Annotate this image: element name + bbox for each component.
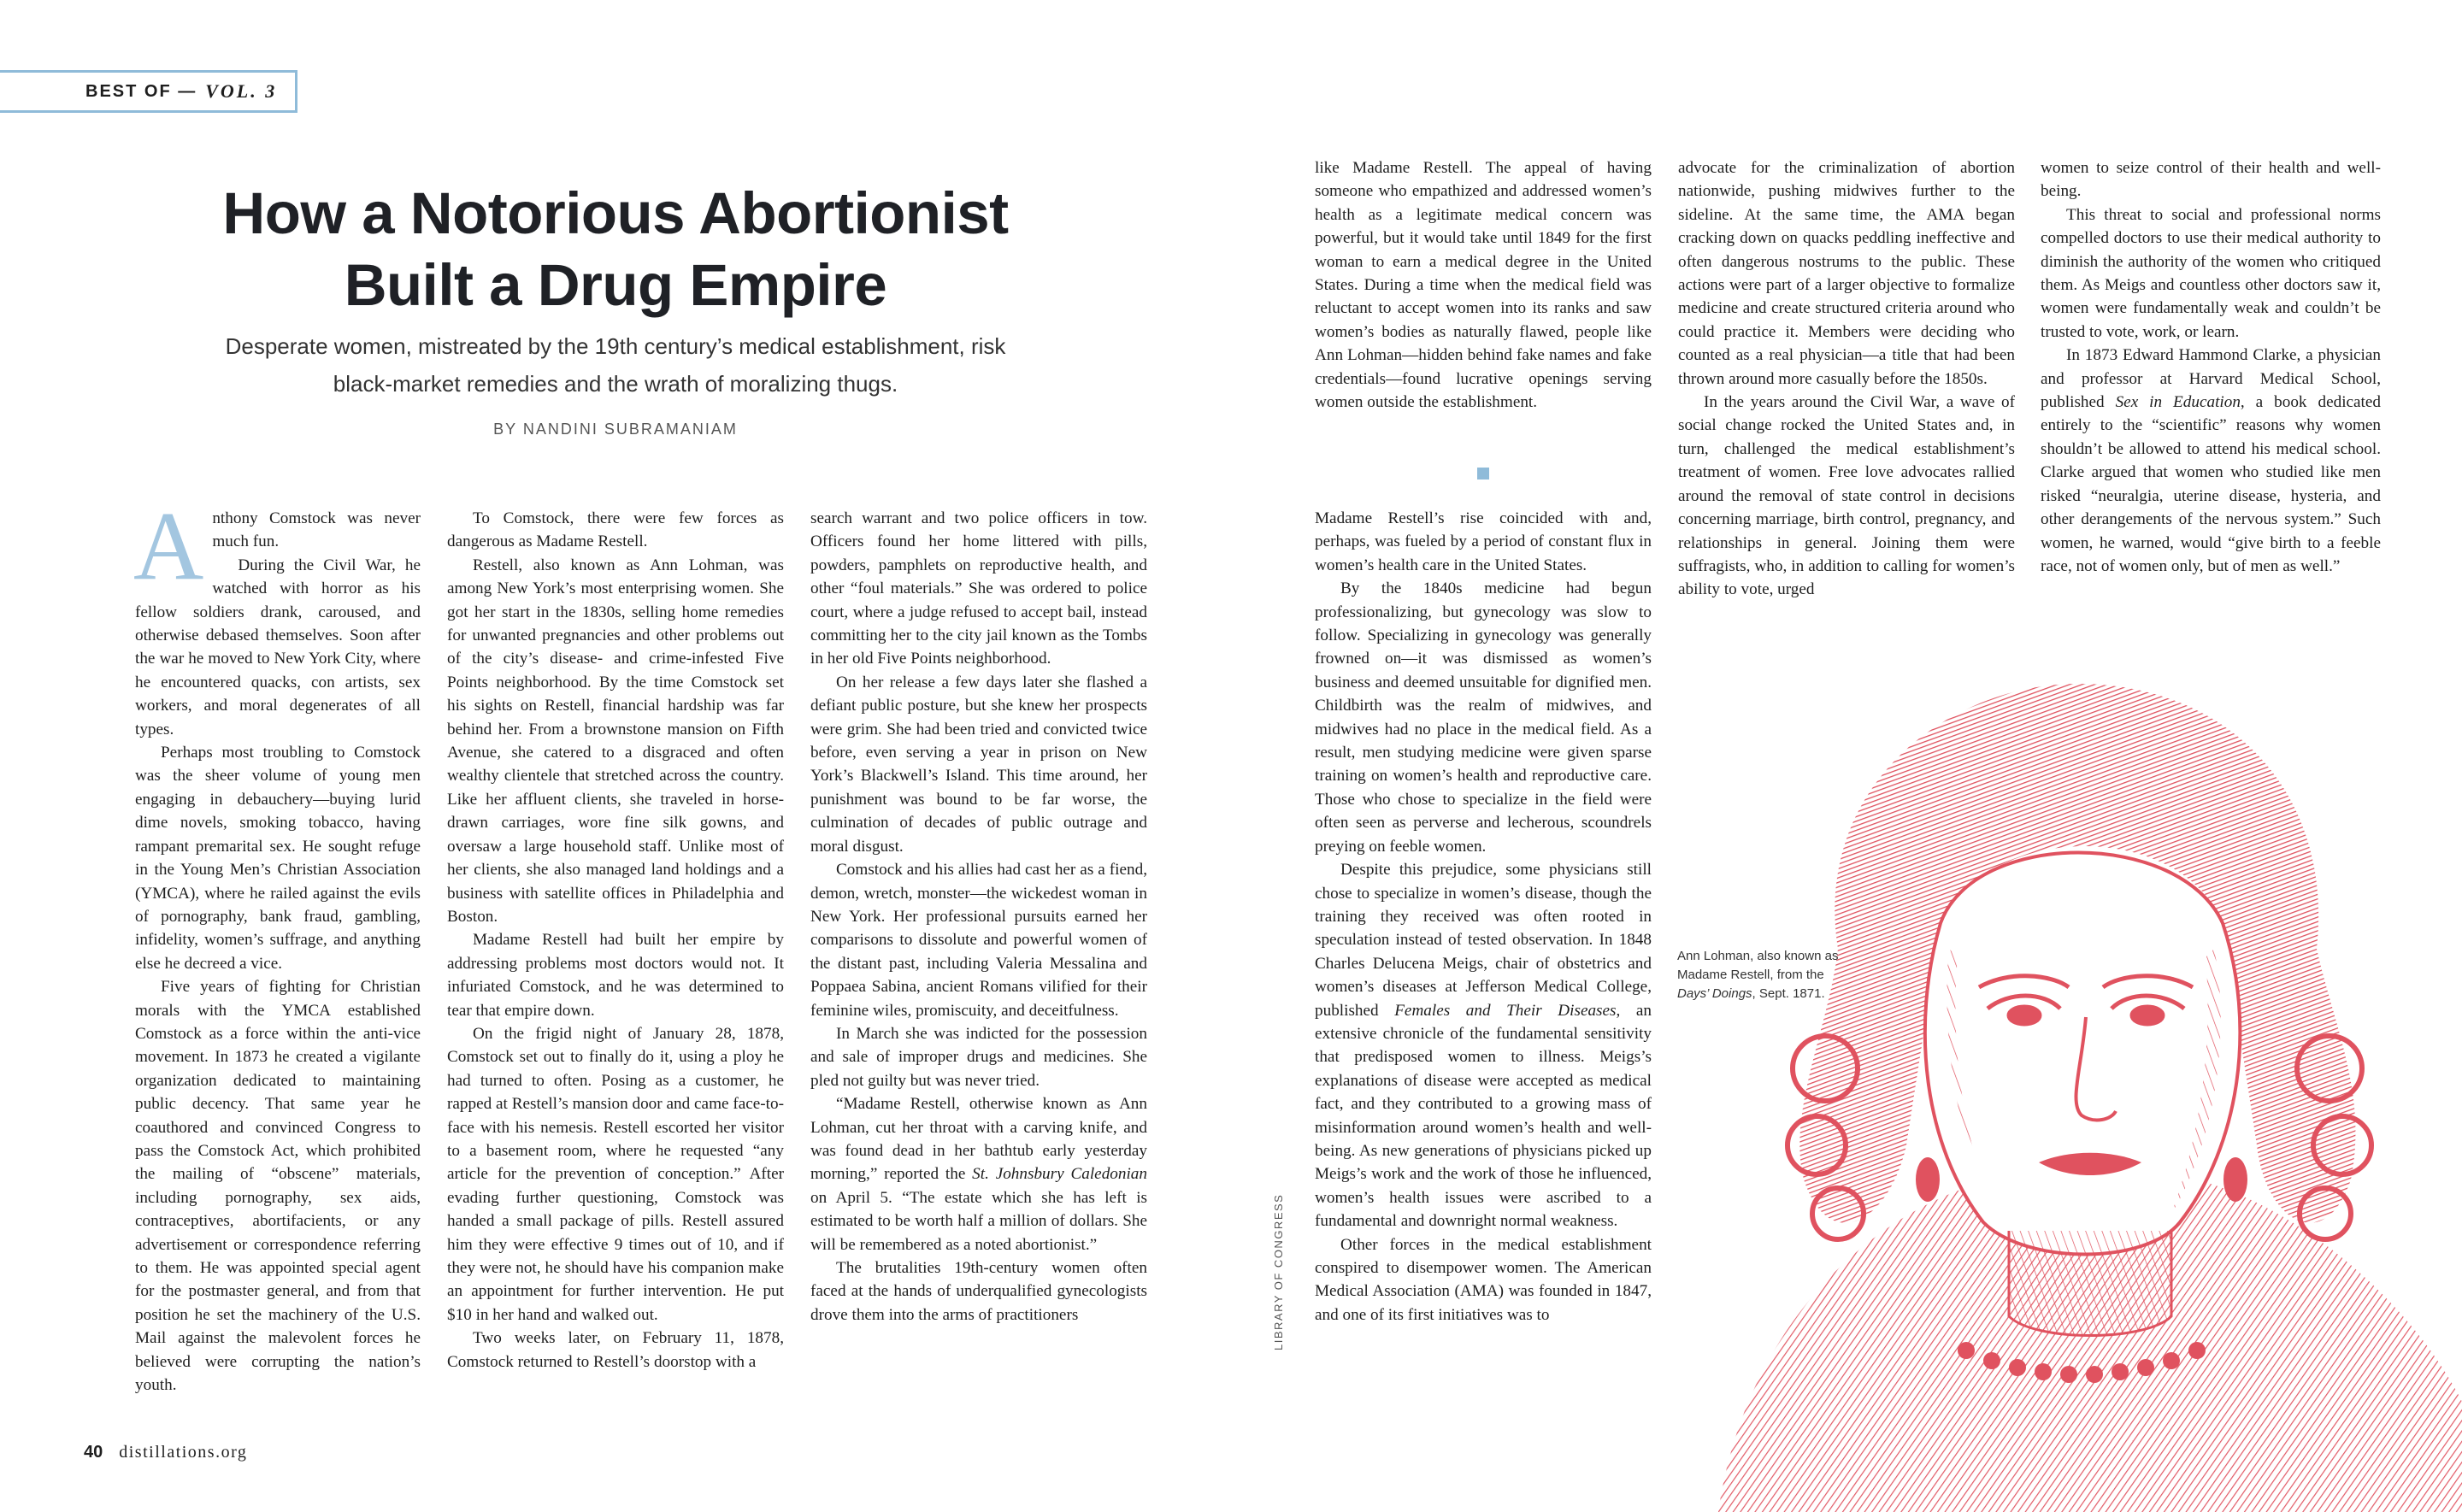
paragraph: Despite this prejudice, some physicians still chose to specialize in women’s disease, though the training they received was often rooted in speculation instead of tested observation. In 1848 Charles Delucena Meigs, chair of obstetrics and women’s diseases at Jefferson Medical College, published Females and Their Diseases, an extensive chronicle of the fundamental sensitivity that predisposed women to illness. Meigs’s explanations of disease were accepted as medical fact, and they contributed to a growing mass of misinformation around women’s health and well-being. As new generations of physicians picked up Meigs’s work and the work of those he influenced, women’s health issues were ascribed to a fundamental and downright normal weakness.	[1315, 861, 1652, 1231]
body-column-6	[2041, 156, 2381, 578]
title-line-1: How a Notorious Abortionist	[222, 180, 1009, 246]
body-column-2	[447, 507, 784, 1374]
body-column-5	[1678, 156, 2015, 602]
page-number: 40	[84, 1443, 103, 1462]
section-tag	[0, 70, 297, 113]
book-title: Females and Their Diseases	[1394, 1001, 1617, 1020]
newspaper-title: St. Johnsbury Caledonian	[972, 1165, 1147, 1184]
paragraph: By the 1840s medicine had begun professionalizing, but gynecology was slow to follow. Specializing in gynecology was generally frowned on—it was dismissed as women’s business and deemed unsuitable for dignified men. Childbirth was the realm of midwives, and midwives had no place in the medical field. As a result, men studying medicine were given sparse training on women’s health and reproductive care. Those who chose to specialize in the field were often seen as perverse and lecherous, scoundrels preying on feeble women.	[1315, 580, 1652, 856]
paragraph: To Comstock, there were few forces as dangerous as Madame Restell.	[447, 509, 784, 551]
paragraph: like Madame Restell. The appeal of having someone who empathized and addressed women’s health as a legitimate medical concern was powerful, but it would take until 1849 for the first woman to earn a medical degree in the United States. During a time when the medical field was reluctant to accept women into its ranks and saw women’s bodies as naturally flawed, people like Ann Lohman—hidden behind fake names and fake credentials—found lucrative openings serving women outside the establishment.	[1315, 159, 1652, 412]
article-title	[137, 178, 1094, 321]
body-column-3	[810, 507, 1147, 1327]
section-tag-label: BEST OF —	[85, 81, 197, 101]
body-column-1	[133, 491, 421, 1397]
paragraph: In March she was indicted for the possession and sale of improper drugs and medicines. She pled not guilty but was never tried.	[810, 1024, 1147, 1090]
paragraph: Other forces in the medical establishment conspired to disempower women. The American Medical Association (AMA) was founded in 1847, and one of its first initiatives was to	[1315, 1235, 1652, 1324]
paragraph: women to seize control of their health and well-being.	[2041, 159, 2381, 201]
drop-cap: A	[133, 491, 204, 600]
book-title: Sex in Education	[2115, 393, 2241, 412]
title-line-2: Built a Drug Empire	[344, 252, 887, 318]
body-column-4-continued	[1315, 507, 1652, 1327]
paragraph: On her release a few days later she flashed a defiant public posture, but she knew her prospects were grim. She had been tried and convicted twice before, even serving a year in prison on New York’s Blackwell’s Island. This time around, her punishment was bound to be far worse, the culmination of decades of public outrage and moral disgust.	[810, 673, 1147, 856]
paragraph: This threat to social and professional norms compelled doctors to use their medical authority to diminish the authority of the women who critiqued them. As Meigs and countless other doctors saw it, women were fundamentally weak and couldn’t be trusted to vote, work, or learn.	[2041, 205, 2381, 341]
website-link[interactable]: distillations.org	[119, 1443, 248, 1462]
paragraph: On the frigid night of January 28, 1878, Comstock set out to finally do it, using a ploy he had turned to often. Posing as a customer, he rapped at Restell’s mansion door and came face-to-face with his nemesis. Restell escorted her visitor to a basement room, where he requested “any article for the prevention of conception.” After evading further questioning, Comstock was handed a small package of pills. Restell assured him they were effective 9 times out of 10, and if they were not, he should have his companion make an appointment for further intervention. He put $10 in her hand and walked out.	[447, 1024, 784, 1324]
paragraph: In the years around the Civil War, a wave of social change rocked the United States and, in turn, challenged the medical establishment’s treatment of women. Free love advocates rallied around the removal of state control in decisions concerning marriage, birth control, pregnancy, and relationships in general. Joining them were suffragists, who, in addition to calling for women’s ability to vote, urged	[1678, 393, 2015, 599]
paragraph: Perhaps most troubling to Comstock was the sheer volume of young men engaging in debauchery—buying lurid dime novels, smoking tobacco, having rampant premarital sex. He sought refuge in the Young Men’s Christian Association (YMCA), where he railed against the evils of pornography, bank fraud, gambling, infidelity, women’s suffrage, and anything else he decreed a vice.	[135, 744, 421, 973]
byline: BY NANDINI SUBRAMANIAM	[493, 421, 738, 438]
paragraph: Anthony Comstock was never much fun.	[133, 491, 421, 600]
caption-publication: Days’ Doings	[1677, 986, 1752, 1001]
image-credit: LIBRARY OF CONGRESS	[1272, 1193, 1285, 1350]
paragraph: During the Civil War, he watched with horror as his fellow soldiers drank, caroused, and otherwise debased themselves. Soon after the war he moved to New York City, where he encountered quacks, con artists, sex workers, and moral degenerates of all types.	[135, 556, 421, 738]
subtitle-line-1: Desperate women, mistreated by the 19th century’s medical establishment, risk	[225, 333, 1006, 359]
body-column-4	[1315, 156, 1652, 414]
paragraph: Madame Restell’s rise coincided with and, perhaps, was fueled by a period of constant flux in women’s health care in the United States.	[1315, 509, 1652, 574]
paragraph: Restell, also known as Ann Lohman, was among New York’s most enterprising women. She got her start in the 1830s, selling home remedies for unwanted pregnancies and other problems out of the city’s disease- and crime-infested Five Points neighborhood. By the time Comstock set his sights on Restell, financial hardship was far behind her. From a brownstone mansion on Fifth Avenue, she catered to a disgraced and often wealthy clientele that stretched across the country. Like her affluent clients, she traveled in horse-drawn carriages, wore fine silk gowns, and oversaw a large household staff. Unlike most of her clients, she also managed land holdings and a business with satellite offices in Philadelphia and Boston.	[447, 556, 784, 926]
paragraph: search warrant and two police officers in tow. Officers found her home littered with pills, powders, pamphlets on reproductive health, and other “foul materials.” She was ordered to police court, where a judge refused to accept bail, instead committing her to the city jail known as the Tombs in her old Five Points neighborhood.	[810, 509, 1147, 668]
article-subtitle	[197, 327, 1034, 403]
paragraph: Comstock and his allies had cast her as a fiend, demon, wretch, monster—the wickedest woman in New York. Her professional pursuits earned her comparisons to dissolute and powerful women of the distant past, including Valeria Messalina and Poppaea Sabina, ancient Romans vilified for their feminine wiles, promiscuity, and deceitfulness.	[810, 861, 1147, 1020]
section-divider	[1477, 468, 1489, 479]
image-caption: Ann Lohman, also known as Madame Restell, from the Days’ Doings, Sept. 1871.	[1677, 949, 1839, 1001]
subtitle-line-2: black-market remedies and the wrath of moralizing thugs.	[333, 371, 898, 397]
portrait-illustration	[1667, 667, 2462, 1512]
neck-shape	[2009, 1231, 2171, 1336]
paragraph: The brutalities 19th-century women often faced at the hands of underqualified gynecologists drove them into the arms of practitioners	[810, 1259, 1147, 1324]
paragraph: Madame Restell had built her empire by addressing problems most doctors would not. It infuriated Comstock, and he was determined to tear that empire down.	[447, 931, 784, 1020]
paragraph: Five years of fighting for Christian morals with the YMCA established Comstock as a force within the anti-vice movement. In 1873 he created a vigilante organization dedicated to maintaining public decency. That same year he coauthored and convinced Congress to pass the Comstock Act, which prohibited the mailing of “obscene” materials, including pornography, sex aids, contraceptives, abortifacients, or any advertisement or correspondence referring to them. He was appointed special agent for the postmaster general, and from that position he set the machinery of the U.S. Mail against the malevolent forces he believed were corrupting the nation’s youth.	[135, 978, 421, 1395]
section-tag-volume: VOL. 3	[205, 80, 278, 102]
paragraph: advocate for the criminalization of abortion nationwide, pushing midwives further to the sideline. At the same time, the AMA began cracking down on quacks peddling ineffective and often dangerous nostrums to the public. These actions were part of a larger objective to formalize medicine and create structured criteria around who could practice it. Members were deciding who counted as a real physician—a title that had been thrown around more casually before the 1850s.	[1678, 159, 2015, 388]
page-footer	[84, 1443, 247, 1462]
paragraph: Two weeks later, on February 11, 1878, Comstock returned to Restell’s doorstop with a	[447, 1329, 784, 1371]
paragraph: “Madame Restell, otherwise known as Ann Lohman, cut her throat with a carving knife, and was found dead in her bathtub early yesterday morning,” reported the St. Johnsbury Caledonian on April 5. “The estate which she has left is estimated to be worth half a million of dollars. She will be remembered as a noted abortionist.”	[810, 1095, 1147, 1254]
paragraph: In 1873 Edward Hammond Clarke, a physician and professor at Harvard Medical School, published Sex in Education, a book dedicated entirely to the “scientific” reasons why women shouldn’t be allowed to attend his medical school. Clarke argued that women who studied like men risked “neuralgia, uterine disease, hysteria, and other derangements of the nervous system.” Such women, he warned, would “give birth to a feeble race, not of women only, but of men as well.”	[2041, 346, 2381, 575]
